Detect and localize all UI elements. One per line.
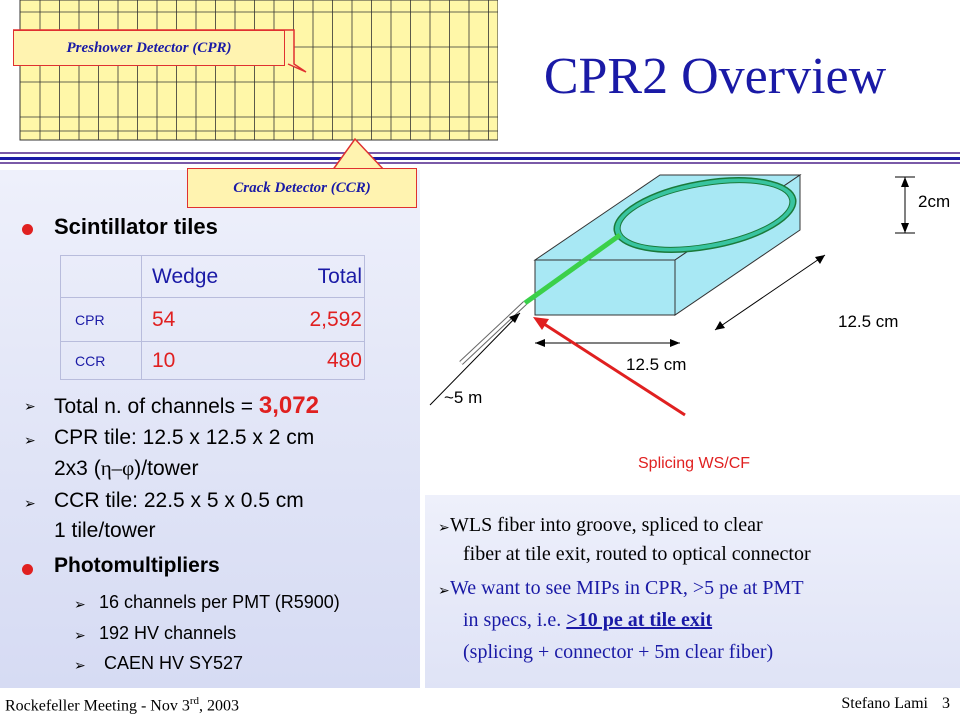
footer-author-name: Stefano Lami (841, 695, 928, 712)
arrow-bullet-icon: ➢ (74, 596, 86, 612)
footer-meeting-sup: rd (189, 695, 199, 707)
note-line: fiber at tile exit, routed to optical connector (463, 543, 811, 565)
arrow-bullet-icon: ➢ (438, 582, 450, 598)
cpr-tile-size: CPR tile: 12.5 x 12.5 x 2 cm (54, 426, 315, 449)
cpr-tile-tower-symbols: η–φ (100, 456, 135, 480)
bullet-photomultipliers: Photomultipliers (54, 554, 220, 577)
table-cell-wedge: 10 (152, 348, 176, 372)
header-divider-top (0, 152, 960, 154)
header-divider-middle (0, 157, 960, 160)
note-highlight: >10 pe at tile exit (566, 609, 713, 631)
table-cell-total: 2,592 (309, 307, 362, 331)
dim-side-label: 12.5 cm (838, 312, 899, 331)
bullet-dot (22, 224, 33, 235)
note-line: (splicing + connector + 5m clear fiber) (463, 641, 774, 663)
total-channels-value: 3,072 (258, 392, 319, 419)
footer-meeting (5, 695, 239, 715)
table-cell-wedge: 54 (152, 307, 176, 331)
table-header-row (142, 256, 365, 298)
callout-ccr-pointer (330, 136, 410, 172)
table-header-total: Total (317, 264, 362, 288)
pmt-item: 192 HV channels (99, 623, 237, 643)
cpr-tile-tower-post: )/tower (134, 457, 199, 480)
arrow-bullet-icon: ➢ (74, 627, 86, 643)
table-cell-total: 480 (326, 348, 362, 372)
page-title: CPR2 Overview (543, 48, 887, 105)
note-line (463, 609, 712, 632)
pmt-item: 16 channels per PMT (R5900) (99, 592, 340, 612)
bullet-dot (22, 564, 33, 575)
ccr-tile-tower: 1 tile/tower (54, 519, 156, 542)
dim-height-label: 2cm (918, 192, 951, 211)
table-row (142, 342, 365, 380)
callout-ccr: Crack Detector (CCR) (187, 168, 417, 208)
footer-meeting-pre: Rockefeller Meeting - Nov 3 (5, 697, 190, 715)
cpr-tile-tower-pre: 2x3 ( (54, 457, 101, 480)
ccr-tile-size: CCR tile: 22.5 x 5 x 0.5 cm (54, 489, 304, 512)
footer-author (841, 695, 950, 713)
table-row-label: CCR (61, 342, 142, 380)
dim-front-label: 12.5 cm (626, 355, 687, 374)
splice-label: Splicing WS/CF (638, 455, 751, 472)
arrow-bullet-icon: ➢ (24, 398, 36, 414)
page-number: 3 (942, 695, 950, 712)
callout-cpr: Preshower Detector (CPR) (13, 30, 285, 66)
dim-fiber-label: ~5 m (444, 388, 483, 407)
total-channels-label: Total n. of channels = (54, 395, 259, 418)
table-header-wedge: Wedge (152, 264, 219, 288)
channel-table (60, 255, 365, 380)
note-line: WLS fiber into groove, spliced to clear (450, 514, 763, 536)
cpr-tile-tower (54, 456, 198, 481)
table-row (142, 298, 365, 342)
arrow-bullet-icon: ➢ (438, 519, 450, 535)
total-channels-line (54, 392, 319, 420)
pmt-item: CAEN HV SY527 (99, 653, 244, 673)
arrow-bullet-icon: ➢ (74, 657, 86, 673)
arrow-bullet-icon: ➢ (24, 432, 36, 448)
arrow-bullet-icon: ➢ (24, 495, 36, 511)
table-corner-cell (61, 256, 142, 298)
note-line: We want to see MIPs in CPR, >5 pe at PMT (450, 577, 804, 599)
table-row-label: CPR (61, 298, 142, 342)
bullet-scintillator-tiles: Scintillator tiles (54, 214, 218, 239)
footer-meeting-post: , 2003 (199, 697, 239, 715)
note-line-pre: in specs, i.e. (463, 609, 567, 631)
header-divider-bottom (0, 162, 960, 164)
